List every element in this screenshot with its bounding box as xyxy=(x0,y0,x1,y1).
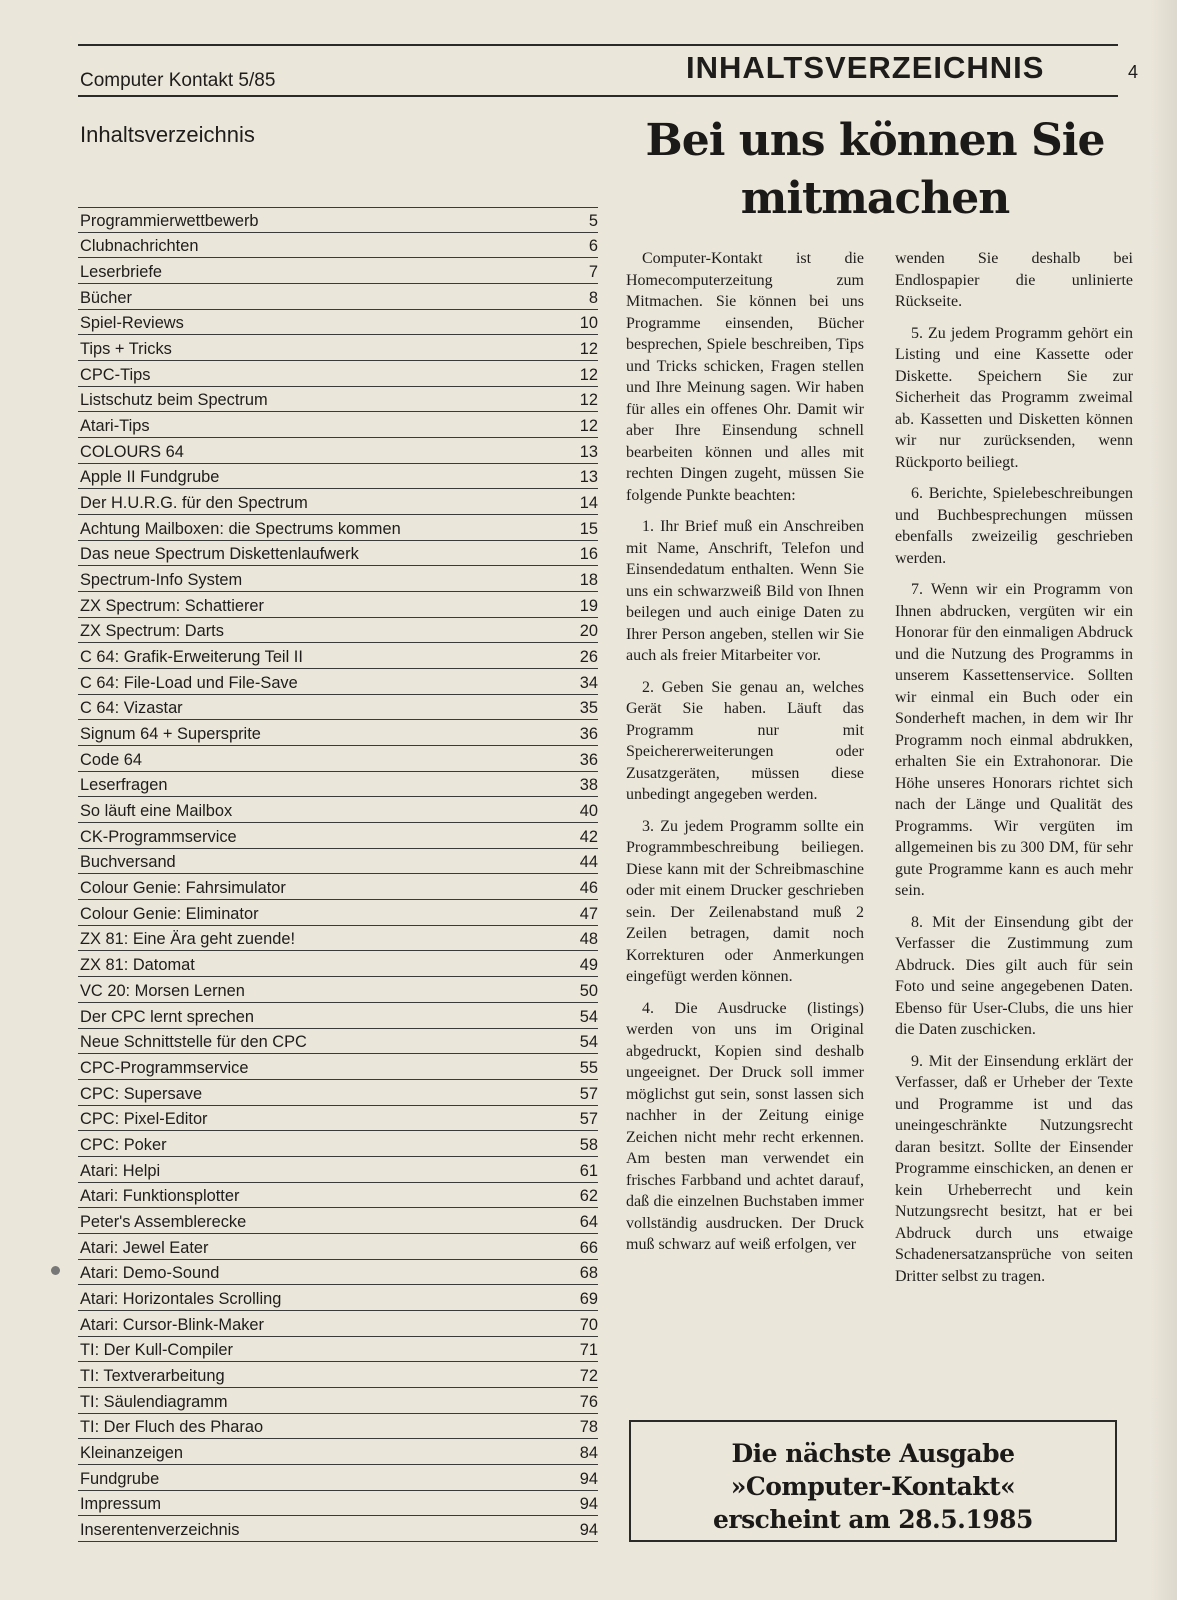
toc-entry xyxy=(78,1439,598,1465)
toc-entry-title: CPC-Programmservice xyxy=(80,1058,249,1077)
toc-entry xyxy=(78,823,598,849)
toc-entry xyxy=(78,1414,598,1440)
toc-entry-page: 12 xyxy=(579,365,598,384)
toc-entry xyxy=(78,361,598,387)
toc-entry-title: VC 20: Morsen Lernen xyxy=(80,981,245,1000)
toc-entry xyxy=(78,1311,598,1337)
toc-entry-title: Das neue Spectrum Diskettenlaufwerk xyxy=(80,545,359,564)
toc-entry-title: Peter's Assemblerecke xyxy=(80,1212,247,1231)
toc-entry-title: ZX Spectrum: Schattierer xyxy=(80,596,265,615)
toc-entry-title: C 64: Vizastar xyxy=(80,699,183,718)
article-paragraph: 2. Geben Sie genau an, welches Gerät Sie haben. Läuft das Programm nur mit Speichererweiterungen oder Zusatzgeräten, müssen diese unbedingt angegeben werden. xyxy=(626,678,864,803)
article-paragraph: 3. Zu jedem Programm sollte ein Programmbeschreibung beiliegen. Diese kann mit der Schreibmaschine oder mit einem Drucker geschrieben sein. Der Zeilenabstand muß 2 Zeilen betragen, damit noch Korrekturen oder Anmerkungen eingefügt werden können. xyxy=(626,817,864,985)
toc-entry-page: 68 xyxy=(579,1264,598,1283)
toc-entry-page: 26 xyxy=(579,648,598,667)
toc-entry-title: So läuft eine Mailbox xyxy=(80,802,233,821)
toc-entry-title: CPC: Poker xyxy=(80,1135,167,1154)
toc-entry-title: TI: Säulendiagramm xyxy=(80,1392,228,1411)
toc-entry-page: 46 xyxy=(579,879,598,898)
toc-entry xyxy=(78,1029,598,1055)
toc-entry-title: Bücher xyxy=(80,288,132,307)
header-bottom-rule xyxy=(78,95,1118,97)
toc-entry-page: 57 xyxy=(579,1084,598,1103)
toc-entry-page: 16 xyxy=(579,545,598,564)
toc-entry-page: 6 xyxy=(588,237,598,256)
toc-entry-page: 71 xyxy=(579,1341,598,1360)
toc-entry-page: 70 xyxy=(579,1315,598,1334)
toc-entry xyxy=(78,1003,598,1029)
toc-list xyxy=(78,207,598,1542)
toc-entry xyxy=(78,1157,598,1183)
article-paragraph: 8. Mit der Einsendung gibt der Verfasser die Zustimmung zum Abdruck. Dies gilt auch für sein Foto und seine angegebenen Daten. Ebenso für User-Clubs, die uns hier die Daten zuschicken. xyxy=(895,913,1133,1038)
toc-entry-title: Clubnachrichten xyxy=(80,237,199,256)
toc-entry-title: Listschutz beim Spectrum xyxy=(80,391,268,410)
toc-entry xyxy=(78,566,598,592)
toc-entry xyxy=(78,1208,598,1234)
toc-entry-title: Spectrum-Info System xyxy=(80,571,243,590)
toc-entry-title: CPC-Tips xyxy=(80,365,151,384)
toc-entry-title: Achtung Mailboxen: die Spectrums kommen xyxy=(80,519,401,538)
toc-entry xyxy=(78,720,598,746)
toc-entry-title: Programmierwettbewerb xyxy=(80,211,259,230)
toc-entry-title: TI: Der Fluch des Pharao xyxy=(80,1418,264,1437)
article-paragraph: 1. Ihr Brief muß ein Anschreiben mit Name, Anschrift, Telefon und Einsendedatum enthalten. Wenn Sie uns ein schwarzweiß Bild von Ihnen beilegen und auch einige Daten zu Ihrer Person angeben, stellen wir Sie auch als freier Mitarbeiter vor. xyxy=(626,518,864,664)
toc-entry xyxy=(78,772,598,798)
toc-entry-page: 44 xyxy=(579,853,598,872)
toc-entry-title: Tips + Tricks xyxy=(80,340,172,359)
toc-entry xyxy=(78,977,598,1003)
toc-entry-page: 13 xyxy=(579,468,598,487)
notice-line-2: »Computer-Kontakt« xyxy=(730,1472,1016,1501)
toc-entry xyxy=(78,438,598,464)
toc-entry xyxy=(78,1516,598,1542)
toc-entry xyxy=(78,592,598,618)
toc-entry-page: 5 xyxy=(588,211,598,230)
toc-entry xyxy=(78,464,598,490)
toc-entry xyxy=(78,1183,598,1209)
toc-entry-page: 50 xyxy=(579,981,598,1000)
headline-line-1: Bei uns können Sie xyxy=(645,115,1105,166)
toc-entry-page: 19 xyxy=(579,596,598,615)
toc-entry-title: Atari: Jewel Eater xyxy=(80,1238,209,1257)
toc-entry-page: 62 xyxy=(579,1187,598,1206)
toc-entry-title: Impressum xyxy=(80,1495,162,1514)
toc-entry-title: C 64: Grafik-Erweiterung Teil II xyxy=(80,648,303,667)
toc-entry-title: Atari: Helpi xyxy=(80,1161,161,1180)
article-headline xyxy=(630,112,1120,228)
toc-entry-title: Kleinanzeigen xyxy=(80,1443,183,1462)
toc-entry-title: Atari: Cursor-Blink-Maker xyxy=(80,1315,264,1334)
toc-entry-page: 57 xyxy=(579,1110,598,1129)
toc-entry xyxy=(78,849,598,875)
toc-entry-page: 94 xyxy=(579,1469,598,1488)
toc-entry xyxy=(78,207,598,233)
toc-entry xyxy=(78,746,598,772)
toc-entry xyxy=(78,258,598,284)
toc-entry-page: 84 xyxy=(579,1443,598,1462)
toc-entry-page: 13 xyxy=(579,442,598,461)
toc-entry-page: 72 xyxy=(579,1366,598,1385)
toc-entry xyxy=(78,874,598,900)
toc-entry xyxy=(78,310,598,336)
toc-entry xyxy=(78,1362,598,1388)
toc-entry-page: 54 xyxy=(579,1033,598,1052)
toc-entry xyxy=(78,1388,598,1414)
toc-entry-title: C 64: File-Load und File-Save xyxy=(80,673,298,692)
toc-entry xyxy=(78,335,598,361)
toc-entry-page: 12 xyxy=(579,340,598,359)
toc-entry-title: Atari: Funktionsplotter xyxy=(80,1187,240,1206)
toc-entry-page: 40 xyxy=(579,802,598,821)
article-paragraph: 4. Die Ausdrucke (listings) werden von uns im Original abgedruckt, Kopien sind deshalb ungeeignet. Der Druck soll immer möglichst gut sein, sonst lassen sich nachher in der Zeitung einige Zeichen nicht mehr recht erkennen. Am besten man verwendet ein frisches Farbband und achtet darauf, daß die einzelnen Buchstaben immer vollständig ausdrucken. Der Druck muß schwarz auf weiß erfolgen, ver xyxy=(626,999,864,1253)
toc-entry-page: 8 xyxy=(588,288,598,307)
article-paragraph: 9. Mit der Einsendung erklärt der Verfasser, daß er Urheber der Texte und Programme ist und das uneingeschränkte Nutzungsrecht daran besitzt. Sollte der Einsender Programme einschicken, an denen er kein Urheberrecht und kein Nutzungsrecht besitzt, hat er bei Abdruck durch uns etwaige Schadenersatzansprüche von seiten Dritter selbst zu tragen. xyxy=(895,1052,1133,1285)
toc-entry xyxy=(78,541,598,567)
toc-entry-page: 94 xyxy=(579,1520,598,1539)
toc-entry-title: ZX 81: Datomat xyxy=(80,956,195,975)
toc-entry xyxy=(78,1054,598,1080)
toc-entry-page: 49 xyxy=(579,956,598,975)
toc-entry xyxy=(78,669,598,695)
toc-entry-title: Colour Genie: Eliminator xyxy=(80,904,259,923)
binder-hole-mark xyxy=(51,1266,60,1275)
toc-entry-page: 20 xyxy=(579,622,598,641)
toc-entry-title: Leserbriefe xyxy=(80,263,163,282)
toc-entry-title: TI: Der Kull-Compiler xyxy=(80,1341,234,1360)
toc-entry-title: Apple II Fundgrube xyxy=(80,468,220,487)
notice-line-1: Die nächste Ausgabe xyxy=(731,1439,1015,1468)
toc-entry-page: 15 xyxy=(579,519,598,538)
toc-entry-title: ZX 81: Eine Ära geht zuende! xyxy=(80,930,296,949)
toc-entry-page: 78 xyxy=(579,1418,598,1437)
toc-entry xyxy=(78,951,598,977)
toc-entry-page: 36 xyxy=(579,750,598,769)
toc-entry-page: 61 xyxy=(579,1161,598,1180)
toc-entry-title: Fundgrube xyxy=(80,1469,160,1488)
article-paragraph: wenden Sie deshalb bei Endlospapier die unlinierte Rückseite. xyxy=(895,250,1133,310)
toc-entry-title: Der H.U.R.G. für den Spectrum xyxy=(80,494,308,513)
article-column-1 xyxy=(626,248,864,1266)
toc-entry xyxy=(78,1465,598,1491)
toc-entry xyxy=(78,387,598,413)
toc-entry-page: 7 xyxy=(588,263,598,282)
toc-entry-title: Buchversand xyxy=(80,853,176,872)
toc-entry-page: 64 xyxy=(579,1212,598,1231)
toc-entry xyxy=(78,900,598,926)
toc-entry xyxy=(78,412,598,438)
page-edge-shade xyxy=(1149,0,1177,1600)
toc-entry xyxy=(78,797,598,823)
section-title: INHALTSVERZEICHNIS xyxy=(686,50,1045,85)
toc-entry-page: 47 xyxy=(579,904,598,923)
toc-entry-title: COLOURS 64 xyxy=(80,442,184,461)
toc-entry-page: 42 xyxy=(579,827,598,846)
toc-entry-page: 34 xyxy=(579,673,598,692)
toc-entry-title: Colour Genie: Fahrsimulator xyxy=(80,879,286,898)
article-column-2 xyxy=(895,248,1133,1297)
toc-entry-page: 69 xyxy=(579,1289,598,1308)
header-top-rule xyxy=(78,44,1118,46)
toc-entry-page: 35 xyxy=(579,699,598,718)
toc-entry-page: 66 xyxy=(579,1238,598,1257)
toc-entry-page: 55 xyxy=(579,1058,598,1077)
toc-entry xyxy=(78,1260,598,1286)
toc-entry-page: 36 xyxy=(579,725,598,744)
toc-entry xyxy=(78,515,598,541)
toc-entry-page: 48 xyxy=(579,930,598,949)
next-issue-notice xyxy=(629,1420,1117,1542)
toc-entry xyxy=(78,284,598,310)
toc-entry-title: Inserentenverzeichnis xyxy=(80,1520,240,1539)
toc-entry xyxy=(78,1131,598,1157)
toc-entry-page: 10 xyxy=(579,314,598,333)
toc-entry xyxy=(78,233,598,259)
toc-entry-title: Atari: Horizontales Scrolling xyxy=(80,1289,282,1308)
magazine-issue: Computer Kontakt 5/85 xyxy=(80,70,276,91)
article-paragraph: 6. Berichte, Spielebeschreibungen und Buchbesprechungen müssen ebenfalls zweizeilig geschrieben werden. xyxy=(895,485,1133,567)
toc-entry-page: 14 xyxy=(579,494,598,513)
toc-entry-page: 76 xyxy=(579,1392,598,1411)
toc-entry-page: 38 xyxy=(579,776,598,795)
toc-entry-page: 58 xyxy=(579,1135,598,1154)
article-paragraph: 5. Zu jedem Programm gehört ein Listing und eine Kassette oder Diskette. Speichern Sie zur Sicherheit das Programm zweimal ab. Kassetten und Disketten können wir nur zurücksenden, wenn Rückporto beiliegt. xyxy=(895,324,1133,471)
toc-entry-title: Signum 64 + Supersprite xyxy=(80,725,261,744)
toc-entry-title: CK-Programmservice xyxy=(80,827,237,846)
toc-entry xyxy=(78,695,598,721)
toc-entry-page: 94 xyxy=(579,1495,598,1514)
toc-entry xyxy=(78,1080,598,1106)
article-paragraph: 7. Wenn wir ein Programm von Ihnen abdrucken, vergüten wir ein Honorar für den einmaligen Abdruck und die Nutzung des Programms in unserem Kassettenservice. Sollten wir einmal ein Buch oder ein Sonderheft machen, in dem wir Ihr Programm noch einmal abdrukken, erhalten Sie ein Extrahonorar. Die Höhe unseres Honorars richtet sich nach der Länge und Qualität des Programms. Wir vergüten im allgemeinen bis zu 300 DM, für sehr gute Programme kann es auch mehr sein. xyxy=(895,581,1133,899)
toc-entry-title: Atari-Tips xyxy=(80,417,150,436)
toc-entry xyxy=(78,926,598,952)
toc-entry xyxy=(78,1285,598,1311)
toc-entry-title: Spiel-Reviews xyxy=(80,314,184,333)
toc-entry-title: Code 64 xyxy=(80,750,142,769)
toc-entry-page: 12 xyxy=(579,391,598,410)
toc-entry-title: Neue Schnittstelle für den CPC xyxy=(80,1033,307,1052)
toc-entry-title: CPC: Pixel-Editor xyxy=(80,1110,208,1129)
toc-entry-page: 18 xyxy=(579,571,598,590)
toc-entry-title: Leserfragen xyxy=(80,776,168,795)
toc-entry xyxy=(78,1491,598,1517)
toc-title: Inhaltsverzeichnis xyxy=(80,122,255,147)
headline-line-2: mitmachen xyxy=(740,173,1010,224)
toc-entry-title: TI: Textverarbeitung xyxy=(80,1366,225,1385)
toc-entry-title: Der CPC lernt sprechen xyxy=(80,1007,254,1026)
toc-entry xyxy=(78,643,598,669)
toc-entry-page: 12 xyxy=(579,417,598,436)
toc-entry-title: CPC: Supersave xyxy=(80,1084,203,1103)
page-number: 4 xyxy=(1128,62,1139,82)
toc-entry xyxy=(78,489,598,515)
toc-entry-title: ZX Spectrum: Darts xyxy=(80,622,224,641)
toc-entry xyxy=(78,1234,598,1260)
toc-entry xyxy=(78,618,598,644)
notice-line-3: erscheint am 28.5.1985 xyxy=(713,1505,1033,1534)
toc-entry-title: Atari: Demo-Sound xyxy=(80,1264,220,1283)
toc-entry xyxy=(78,1337,598,1363)
toc-entry xyxy=(78,1106,598,1132)
toc-entry-page: 54 xyxy=(579,1007,598,1026)
article-paragraph: Computer-Kontakt ist die Homecomputerzeitung zum Mitmachen. Sie können bei uns Programme einsenden, Bücher besprechen, Spiele beschreiben, Tips und Tricks schicken, Fragen stellen und Ihre Meinung sagen. Wir haben für alles ein offenes Ohr. Damit wir aber Ihre Einsendung schnell bearbeiten können und alles mit rechten Dingen zugeht, müssen Sie folgende Punkte beachten: xyxy=(626,250,864,504)
